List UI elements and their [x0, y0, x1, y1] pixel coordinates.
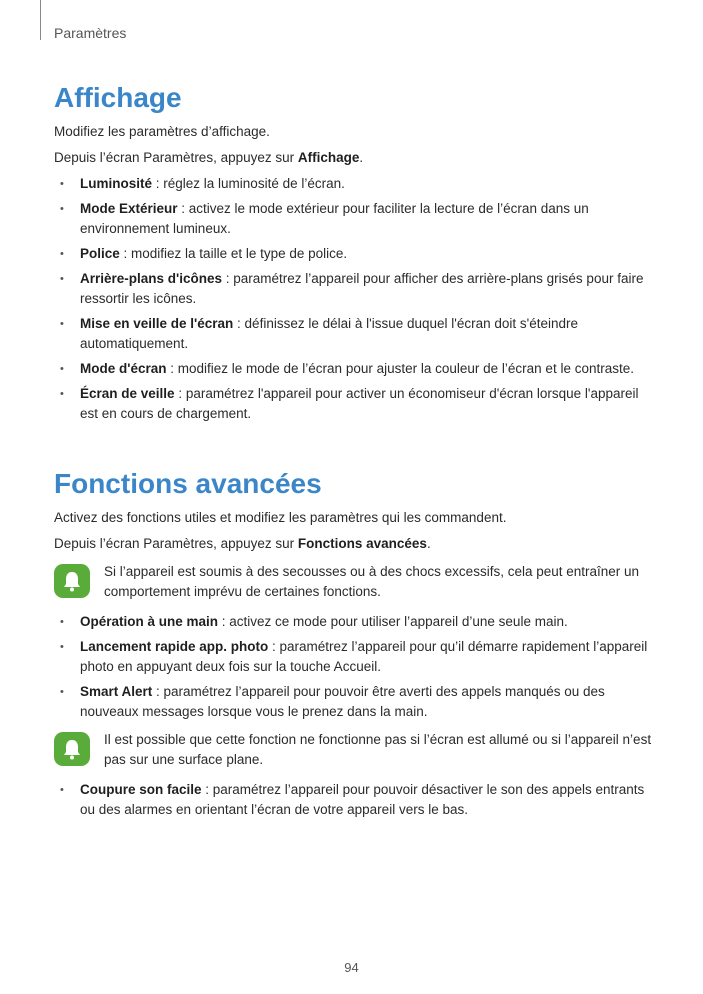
list-item: • Lancement rapide app. photo : paramétrez l’appareil pour qu’il démarre rapidement l’appareil photo en appuyant deux fois sur la touche Accueil. — [54, 637, 654, 677]
header-label: Paramètres — [54, 25, 127, 41]
bullet-list — [54, 780, 654, 820]
list-item: • Smart Alert : paramétrez l’appareil pour pouvoir être averti des appels manqués ou des nouveaux messages lorsque vous le prenez dans la main. — [54, 682, 654, 722]
section-path: Depuis l’écran Paramètres, appuyez sur Fonctions avancées. — [54, 536, 431, 551]
list-item: • Arrière-plans d'icônes : paramétrez l’appareil pour afficher des arrière-plans grisés pour faire ressortir les icônes. — [54, 269, 654, 309]
list-item: • Police : modifiez la taille et le type de police. — [54, 244, 654, 264]
list-item: • Mode d'écran : modifiez le mode de l’écran pour ajuster la couleur de l’écran et le contraste. — [54, 359, 654, 379]
bullet-list — [54, 174, 654, 424]
list-item: • Opération à une main : activez ce mode pour utiliser l’appareil d’une seule main. — [54, 612, 654, 632]
note-warning — [54, 730, 654, 770]
note-warning — [54, 562, 654, 602]
note-text: Il est possible que cette fonction ne fonctionne pas si l’écran est allumé ou si l’appareil n’est pas sur une surface plane. — [104, 732, 652, 767]
section-path: Depuis l’écran Paramètres, appuyez sur Affichage. — [54, 150, 364, 165]
bell-icon — [54, 564, 90, 598]
section-fonctions-avancees — [54, 466, 654, 820]
list-item: • Mise en veille de l'écran : définissez le délai à l'issue duquel l'écran doit s'éteindre automatiquement. — [54, 314, 654, 354]
section-title: Affichage — [54, 82, 182, 113]
bullet-list — [54, 612, 654, 722]
list-item: • Coupure son facile : paramétrez l’appareil pour pouvoir désactiver le son des appels entrants ou des alarmes en orientant l’écran de votre appareil vers le bas. — [54, 780, 654, 820]
page-content — [54, 80, 654, 825]
note-text: Si l’appareil est soumis à des secousses ou à des chocs excessifs, cela peut entraîner un comportement imprévu de certaines fonctions. — [104, 564, 640, 599]
page-number: 94 — [344, 960, 359, 975]
list-item: • Luminosité : réglez la luminosité de l’écran. — [54, 174, 654, 194]
section-affichage — [54, 80, 654, 424]
bell-icon — [54, 732, 90, 766]
header-rule — [40, 0, 41, 40]
section-intro: Activez des fonctions utiles et modifiez les paramètres qui les commandent. — [54, 510, 507, 525]
section-intro: Modifiez les paramètres d’affichage. — [54, 124, 270, 139]
section-title: Fonctions avancées — [54, 468, 322, 499]
list-item: • Mode Extérieur : activez le mode extérieur pour faciliter la lecture de l’écran dans un environnement lumineux. — [54, 199, 654, 239]
list-item: • Écran de veille : paramétrez l'appareil pour activer un économiseur d'écran lorsque l'appareil est en cours de chargement. — [54, 384, 654, 424]
